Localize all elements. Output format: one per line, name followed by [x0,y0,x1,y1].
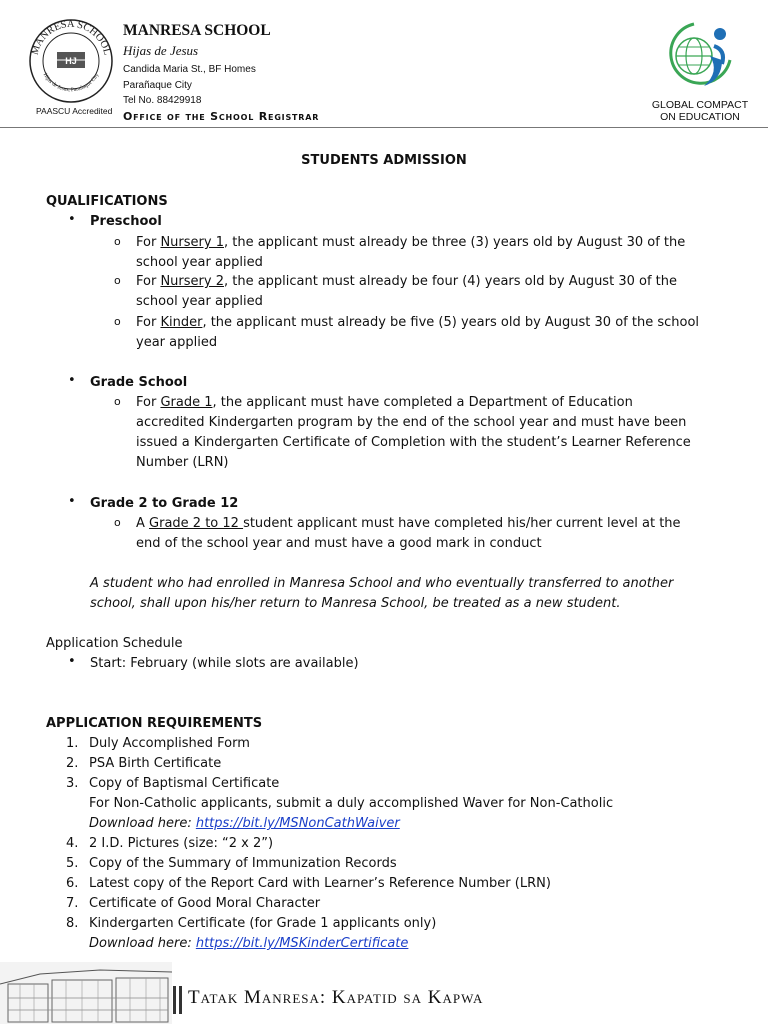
nursery1-line2: school year applied [136,255,263,270]
bullet-icon: • [68,373,76,388]
requirement-item: Latest copy of the Report Card with Learner’s Reference Number (LRN) [89,876,551,891]
accreditation-label: PAASCU Accredited [36,106,113,116]
requirement-item: 2 I.D. Pictures (size: “2 x 2”) [89,836,274,851]
kinder-level: Kinder [160,315,203,330]
requirement-item: Duly Accomplished Form [89,736,250,751]
grade1-level: Grade 1 [160,395,213,410]
circle-bullet-icon: o [114,235,121,248]
qualifications-heading: QUALIFICATIONS [46,194,168,209]
requirement-number: 8. [66,916,79,931]
requirement-item: Copy of Baptismal Certificate [89,776,280,791]
nursery1-level: Nursery 1 [160,235,224,250]
schedule-heading: Application Schedule [46,636,183,651]
nursery2-text: , the applicant must already be four (4) years old by August 30 of the [223,274,677,289]
schedule-start: Start: February (while slots are available) [90,656,359,671]
bullet-icon: • [68,212,76,227]
kinder-prefix: For [136,315,161,330]
requirement-number: 4. [66,836,79,851]
grade1-line2: accredited Kindergarten program by the end of the school year and must have been [136,415,687,430]
requirement-number: 1. [66,736,79,751]
download-label: Download here: [89,936,196,951]
school-seal-logo [28,18,114,104]
requirement-number: 7. [66,896,79,911]
page-title: STUDENTS ADMISSION [301,153,467,168]
kinder-certificate-link[interactable]: https://bit.ly/MSKinderCertificate [195,936,409,951]
bullet-icon: • [68,494,76,509]
seal-arc-subtext: Hijas de Jesus, Parañaque City [41,72,101,94]
waiver-download-line [89,814,400,834]
nursery1-text: , the applicant must already be three (3) years old by August 30 of the [223,235,686,250]
non-catholic-note: For Non-Catholic applicants, submit a duly accomplished Waver for Non-Catholic [89,796,614,811]
nursery2-prefix: For [136,274,161,289]
download-label: Download here: [89,816,196,831]
requirement-number: 2. [66,756,79,771]
requirement-item: Copy of the Summary of Immunization Records [89,856,397,871]
address-city: Parañaque City [123,80,192,91]
grade1-line1 [136,393,633,413]
waiver-download-link[interactable]: https://bit.ly/MSNonCathWaiver [195,816,400,831]
global-compact-line2: ON EDUCATION [660,111,740,123]
requirement-number: 5. [66,856,79,871]
address-street: Candida Maria St., BF Homes [123,64,256,75]
grade1-line4: Number (LRN) [136,455,229,470]
header-divider [0,127,768,128]
requirement-number: 6. [66,876,79,891]
circle-bullet-icon: o [114,274,121,287]
nursery1-prefix: For [136,235,161,250]
requirements-heading: APPLICATION REQUIREMENTS [46,716,263,731]
circle-bullet-icon: o [114,516,121,529]
requirement-number: 3. [66,776,79,791]
office-name: Office of the School Registrar [123,110,320,123]
grade1-line3: issued a Kindergarten Certificate of Completion with the student’s Learner Reference [136,435,691,450]
svg-text:MANRESA SCHOOL [29,19,112,56]
letterhead [0,0,768,130]
footer-divider-bars [173,986,185,1014]
kinder-line2: year applied [136,335,218,350]
requirement-item: Kindergarten Certificate (for Grade 1 applicants only) [89,916,437,931]
grade2-12-line1 [136,514,681,534]
kinder-text: , the applicant must already be five (5) years old by August 30 of the school [202,315,700,330]
nursery1-line1 [136,233,722,253]
requirement-item: Certificate of Good Moral Character [89,896,321,911]
grade2-12-level: Grade 2 to 12 [149,516,244,531]
preschool-label: Preschool [90,214,162,229]
circle-bullet-icon: o [114,395,121,408]
transfer-note-line1: A student who had enrolled in Manresa School and who eventually transferred to another [90,576,674,591]
grade2-12-text: student applicant must have completed his/her current level at the [243,516,681,531]
requirement-item: PSA Birth Certificate [89,756,222,771]
global-compact-caption [640,99,760,123]
grade-school-label: Grade School [90,375,188,390]
seal-arc-text: MANRESA SCHOOL [29,18,113,57]
grade2-12-label: Grade 2 to Grade 12 [90,496,239,511]
grade1-text: , the applicant must have completed a Department of Education [212,395,633,410]
school-name: MANRESA SCHOOL [123,22,271,39]
grade1-prefix: For [136,395,161,410]
seal-center-text: HJ [65,56,77,66]
phone-number: Tel No. 88429918 [123,95,202,106]
global-compact-line1: GLOBAL COMPACT [651,99,749,111]
global-compact-logo [664,20,736,94]
footer-tagline: Tatak Manresa: Kapatid sa Kapwa [188,987,484,1008]
kinder-line1 [136,313,699,333]
grade2-12-line2: end of the school year and must have a good mark in conduct [136,536,542,551]
bullet-icon: • [68,654,76,669]
nursery2-line1 [136,272,677,292]
transfer-note-line2: school, shall upon his/her return to Manresa School, be treated as a new student. [90,596,621,611]
school-motto: Hijas de Jesus [123,43,199,58]
svg-text:Hijas de Jesus, Parañaque City [42,72,101,93]
nursery2-line2: school year applied [136,294,263,309]
nursery2-level: Nursery 2 [160,274,224,289]
school-building-sketch [0,962,172,1024]
circle-bullet-icon: o [114,315,121,328]
kinder-download-line [89,934,408,954]
grade2-12-prefix: A [136,516,150,531]
